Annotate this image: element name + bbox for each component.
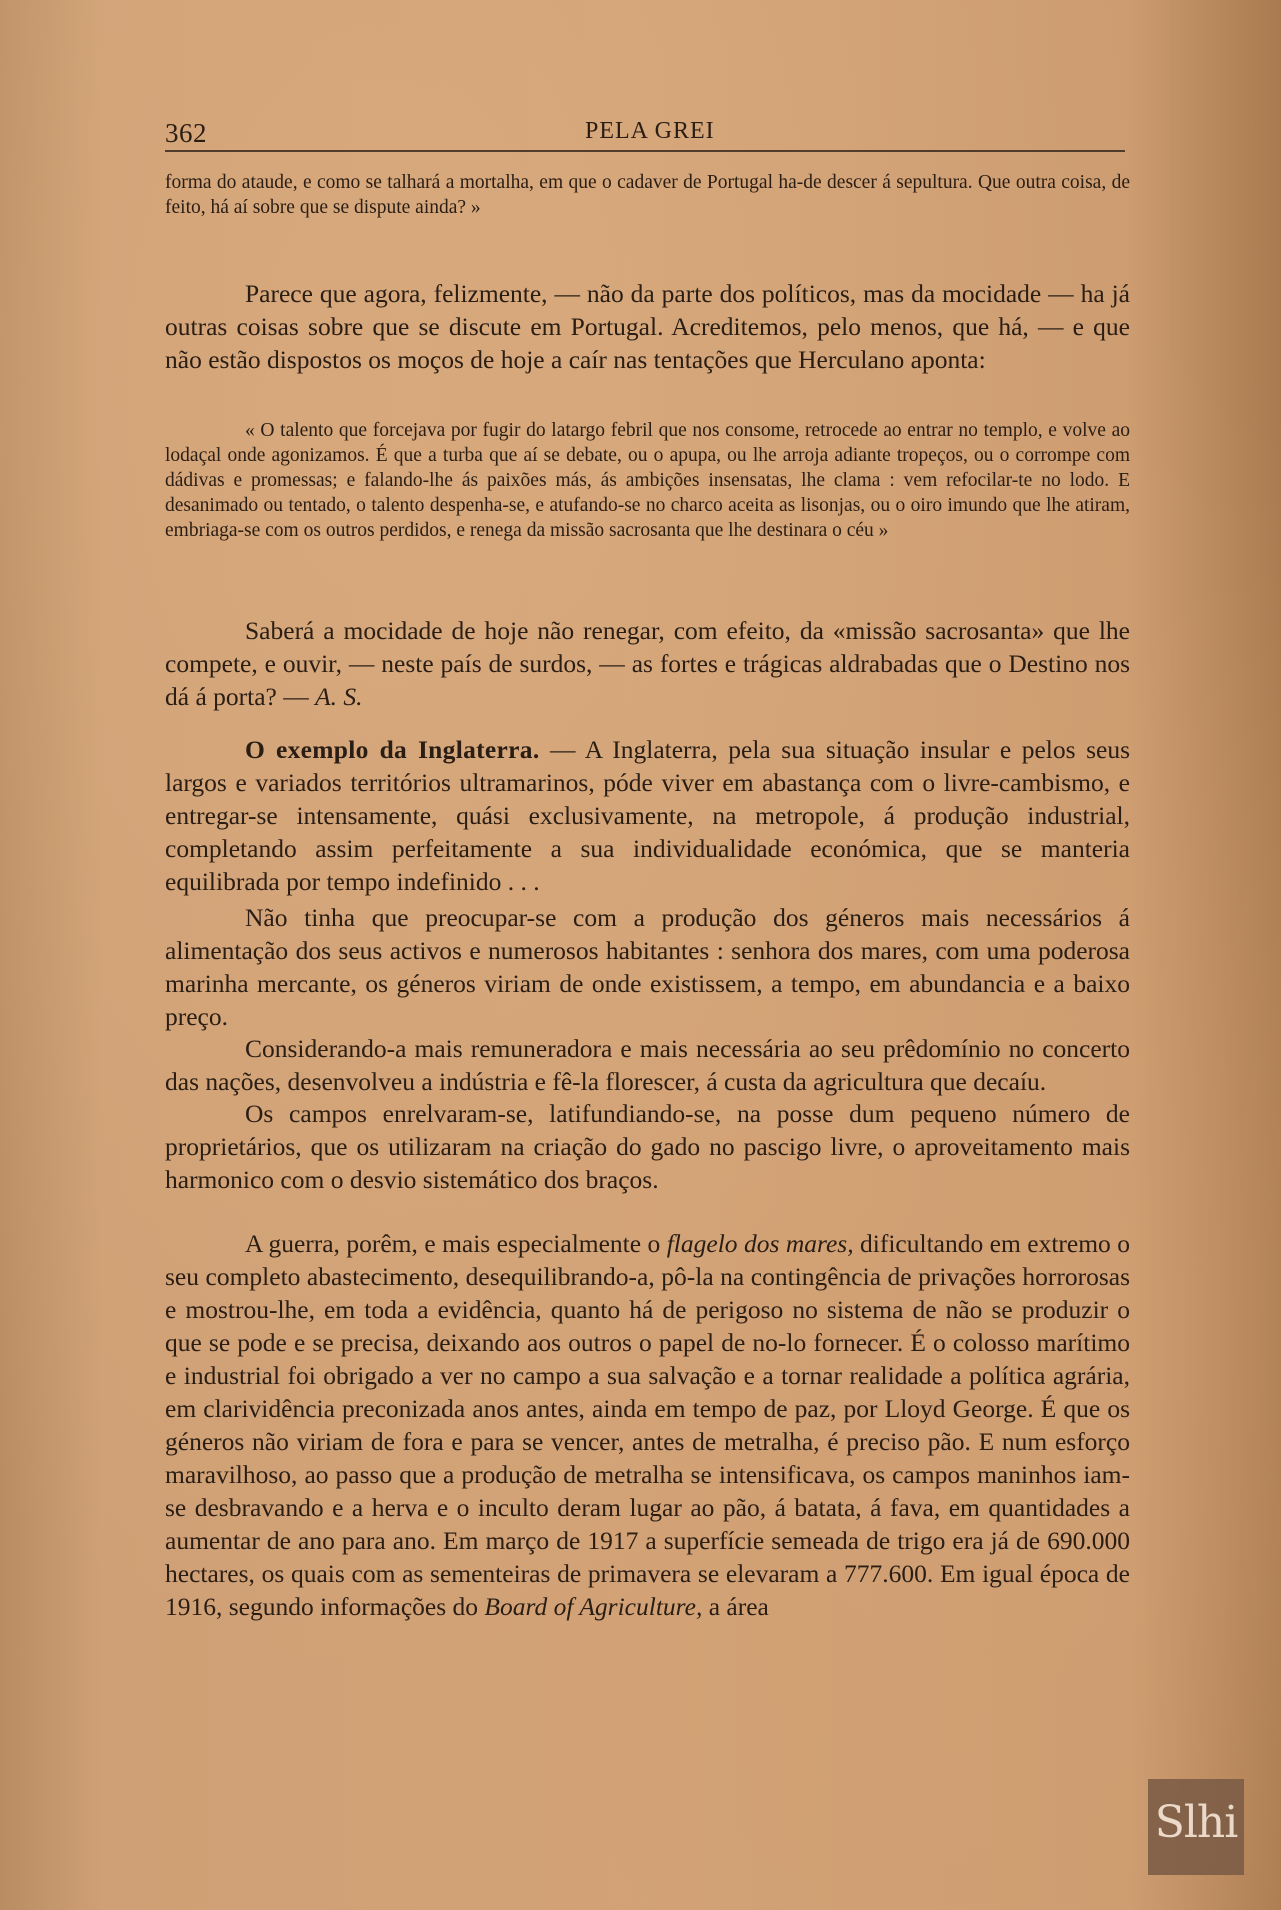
emphasis-board: Board of Agriculture, [484, 1592, 703, 1621]
paragraph-guerra-part-a: A guerra, porêm, e mais especialmente o [245, 1229, 667, 1258]
paragraph-generos: Não tinha que preocupar-se com a produção dos géneros mais necessários á alimentação dos seus activos e numerosos habitantes : senhora dos mares, com uma poderosa marinha mercante, os géneros viriam de onde existissem, a tempo, em abundancia e a baixo preço. [165, 903, 1130, 1031]
header-divider [165, 150, 1125, 152]
section-title: O exemplo da Inglaterra. [245, 735, 540, 764]
paragraph-mocidade: Parece que agora, felizmente, — não da parte dos políticos, mas da mocidade — ha já outras coisas sobre que se discute em Portugal. Acreditemos, pelo menos, que há, — e que não estão dispostos os moços de hoje a caír nas tentações que Herculano aponta: [165, 279, 1130, 374]
emphasis-flagelo: flagelo dos mares, [666, 1229, 854, 1258]
herculano-quote: « O talento que forcejava por fugir do latargo febril que nos consome, retrocede ao entrar no templo, e volve ao lodaçal onde agonizamos. É que a turba que aí se debate, ou o apupa, ou lhe arroja adiante tropeços, ou o corrompe com dádivas e promessas; e falando-lhe ás paixões más, ás ambições insensatas, lhe clama : vem refocilar-te no lodo. E desanimado ou tentado, o talento despenha-se, e atufando-se no charco aceita as lisonjas, ou o oiro imundo que lhe atiram, embriaga-se com os outros perdidos, e renega da missão sacrosanta que lhe destinara o céu » [165, 420, 1130, 541]
paragraph-sabera-text: Saberá a mocidade de hoje não renegar, com efeito, da «missão sacrosanta» que lhe compete, e ouvir, — neste país de surdos, — as fortes e trágicas aldrabadas que o Destino nos dá á porta? — [165, 616, 1130, 711]
library-logo-text: Slhi [1154, 1797, 1238, 1848]
paragraph-sabera [165, 614, 1130, 713]
paragraph-guerra-part-c: a área [702, 1592, 769, 1621]
page-number: 362 [165, 118, 207, 148]
library-logo [1148, 1779, 1244, 1875]
paragraph-guerra [165, 1227, 1130, 1623]
paragraph-inglaterra-text: — A Inglaterra, pela sua situação insular e pelos seus largos e variados territórios ultramarinos, póde viver em abastança com o livre-cambismo, e entregar-se intensamente, quási exclusivamente, na metropole, á produção industrial, completando assim perfeitamente a sua individualidade económica, que se manteria equilibrada por tempo indefinido . . . [165, 735, 1130, 896]
author-signature: A. S. [315, 682, 363, 711]
page-header [165, 118, 1125, 158]
paragraph-campos: Os campos enrelvaram-se, latifundiando-se, na posse dum pequeno número de proprietários, que os utilizaram na criação do gado no pascigo livre, o aproveitamento mais harmonico com o desvio sistemático dos braços. [165, 1099, 1130, 1194]
paragraph-inglaterra [165, 733, 1130, 898]
quote-continuation: forma do ataude, e como se talhará a mortalha, em que o cadaver de Portugal ha-de descer á sepultura. Que outra coisa, de feito, há aí sobre que se dispute ainda? » [165, 172, 1130, 218]
paragraph-guerra-part-b: dificultando em extremo o seu completo abastecimento, desequilibrando-a, pô-la na contingência de privações horrorosas e mostrou-lhe, em toda a evidência, quanto há de perigoso no sistema de não se produzir o que se pode e se precisa, deixando aos outros o papel de no-lo fornecer. É o colosso marítimo e industrial foi obrigado a ver no campo a sua salvação e a tornar realidade a política agrária, em clarividência preconizada anos antes, ainda em tempo de paz, por Lloyd George. É que os géneros não viriam de fora e para se vencer, antes de metralha, é preciso pão. E num esforço maravilhoso, ao passo que a produção de metralha se intensificava, os campos maninhos iam-se desbravando e a herva e o inculto deram lugar ao pão, á batata, á fava, em quantidades a aumentar de ano para ano. Em março de 1917 a superfície semeada de trigo era já de 690.000 hectares, os quais com as sementeiras de primavera se elevaram a 777.600. Em igual época de 1916, segundo informações do [165, 1229, 1130, 1621]
running-title: PELA GREI [585, 118, 715, 144]
paragraph-industria: Considerando-a mais remuneradora e mais necessária ao seu prêdomínio no concerto das nações, desenvolveu a indústria e fê-la florescer, á custa da agricultura que decaíu. [165, 1034, 1130, 1096]
